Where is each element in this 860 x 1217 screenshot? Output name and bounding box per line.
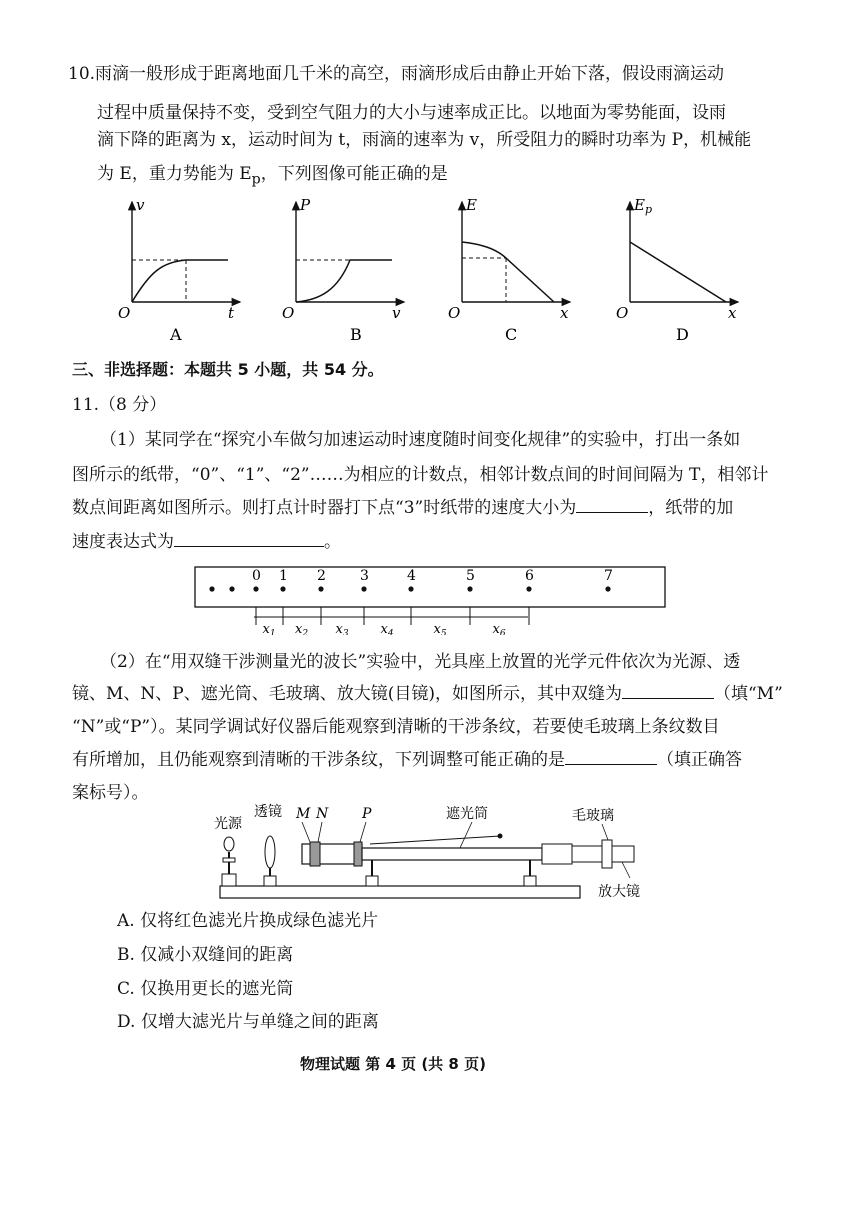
label-tube: 遮光筒 bbox=[446, 806, 488, 822]
graph-c-xlabel: x bbox=[560, 304, 569, 322]
tape-point-4 bbox=[408, 586, 413, 591]
page-footer: 物理试题 第 4 页 (共 8 页) bbox=[300, 1055, 486, 1073]
graph-c bbox=[448, 196, 570, 344]
tape-label-1: 1 bbox=[279, 568, 288, 584]
tape-label-2: 2 bbox=[317, 568, 326, 584]
tape-point-3 bbox=[361, 586, 366, 591]
graph-a-ylabel: v bbox=[136, 196, 145, 214]
q11-p2-line4: 有所增加，且仍能观察到清晰的干涉条纹，下列调整可能正确的是 （填正确答 bbox=[72, 742, 742, 778]
q11-p1-line2: 图所示的纸带，“0”、“1”、“2”……为相应的计数点，相邻计数点间的时间间隔为 T，相邻计 bbox=[72, 465, 769, 485]
graph-a-letter: A bbox=[170, 325, 182, 344]
label-ground-glass: 毛玻璃 bbox=[572, 808, 614, 824]
option-d[interactable]: D. 仅增大滤光片与单缝之间的距离 bbox=[117, 1012, 379, 1032]
tape-point-5 bbox=[467, 586, 472, 591]
label-n: N bbox=[316, 806, 329, 822]
tape-label-3: 3 bbox=[360, 568, 369, 584]
q10-graphs bbox=[110, 192, 760, 350]
tape-point-6 bbox=[526, 586, 531, 591]
tape-gap-x6: $x_6$ bbox=[492, 622, 506, 635]
optics-apparatus bbox=[210, 800, 660, 905]
graph-a bbox=[118, 196, 240, 344]
answer-blank-2[interactable] bbox=[174, 528, 324, 547]
q10-line3: 滴下降的距离为 x，运动时间为 t，雨滴的速率为 v，所受阻力的瞬时功率为 P，机械能 bbox=[97, 130, 752, 150]
graph-d-xlabel: x bbox=[728, 304, 737, 322]
option-b[interactable]: B. 仅减小双缝间的距离 bbox=[117, 945, 294, 965]
tape-gap-x1: $x_1$ bbox=[262, 622, 276, 635]
tape-point-0 bbox=[253, 586, 258, 591]
option-a[interactable]: A. 仅将红色滤光片换成绿色滤光片 bbox=[117, 911, 379, 931]
tape-label-5: 5 bbox=[466, 568, 475, 584]
graph-d-letter: D bbox=[676, 325, 689, 344]
graph-c-letter: C bbox=[505, 325, 518, 344]
label-light-source: 光源 bbox=[214, 816, 242, 832]
q11-p1-line1: （1）某同学在“探究小车做匀加速运动时速度随时间变化规律”的实验中，打出一条如 bbox=[100, 430, 741, 450]
q11-p2-line5: 案标号）。 bbox=[72, 783, 149, 803]
label-m: M bbox=[296, 806, 311, 822]
graph-d-origin: O bbox=[616, 304, 629, 322]
q11-p2-line3: “N”或“P”）。某同学调试好仪器后能观察到清晰的干涉条纹，若要使毛玻璃上条纹数目 bbox=[72, 717, 720, 737]
q11-header: 11.（8 分） bbox=[72, 395, 167, 415]
graph-b-letter: B bbox=[350, 325, 362, 344]
tape-label-4: 4 bbox=[407, 568, 416, 584]
graph-b-xlabel: v bbox=[392, 304, 401, 322]
graph-b-origin: O bbox=[282, 304, 295, 322]
tape-label-0: 0 bbox=[252, 568, 261, 584]
q11-p2-line1: （2）在“用双缝干涉测量光的波长”实验中，光具座上放置的光学元件依次为光源、透 bbox=[100, 652, 741, 672]
light-source bbox=[222, 837, 236, 886]
tape-dot bbox=[209, 586, 214, 591]
label-p: P bbox=[362, 806, 372, 822]
label-magnifier: 放大镜 bbox=[598, 884, 640, 900]
graph-b-ylabel: P bbox=[300, 196, 311, 214]
graph-b bbox=[282, 196, 404, 344]
tape-point-1 bbox=[280, 586, 285, 591]
graph-a-xlabel: t bbox=[228, 304, 235, 322]
tape-gap-x5: $x_5$ bbox=[433, 622, 447, 635]
tape-label-7: 7 bbox=[604, 568, 613, 584]
tape-dot bbox=[229, 586, 234, 591]
tape-gap-x3: $x_3$ bbox=[335, 622, 349, 635]
graph-c-ylabel: E bbox=[466, 196, 477, 214]
tape-point-2 bbox=[318, 586, 323, 591]
graph-d-ylabel: $E_p$ bbox=[634, 196, 652, 216]
tape-label-6: 6 bbox=[525, 568, 534, 584]
answer-blank-3[interactable] bbox=[622, 680, 714, 699]
tape-gap-x2: $x_2$ bbox=[295, 622, 309, 635]
graph-d bbox=[616, 196, 738, 344]
lens bbox=[264, 836, 276, 886]
tape-point-7 bbox=[605, 586, 610, 591]
label-lens: 透镜 bbox=[254, 804, 282, 820]
q10-line4: 为 E，重力势能为 $E_p$，下列图像可能正确的是 bbox=[97, 164, 448, 188]
q11-p1-line4: 速度表达式为 。 bbox=[72, 524, 341, 560]
q11-p2-line2: 镜、M、N、P、遮光筒、毛玻璃、放大镜(目镜)，如图所示，其中双缝为 （填“M” bbox=[72, 676, 783, 712]
q11-p1-line3: 数点间距离如图所示。则打点计时器打下点“3”时纸带的速度大小为 ，纸带的加 bbox=[72, 490, 733, 526]
option-c[interactable]: C. 仅换用更长的遮光筒 bbox=[117, 979, 294, 999]
q10-line2: 过程中质量保持不变，受到空气阻力的大小与速率成正比。以地面为零势能面，设雨 bbox=[97, 103, 726, 123]
graph-a-origin: O bbox=[118, 304, 131, 322]
answer-blank-1[interactable] bbox=[576, 494, 648, 513]
tape-gap-x4: $x_4$ bbox=[380, 622, 394, 635]
section-title: 三、非选择题：本题共 5 小题，共 54 分。 bbox=[72, 360, 384, 379]
answer-blank-4[interactable] bbox=[565, 746, 657, 765]
graph-c-origin: O bbox=[448, 304, 461, 322]
paper-tape-figure bbox=[194, 563, 666, 635]
q10-line1: 10.雨滴一般形成于距离地面几千米的高空，雨滴形成后由静止开始下落，假设雨滴运动 bbox=[68, 64, 725, 84]
